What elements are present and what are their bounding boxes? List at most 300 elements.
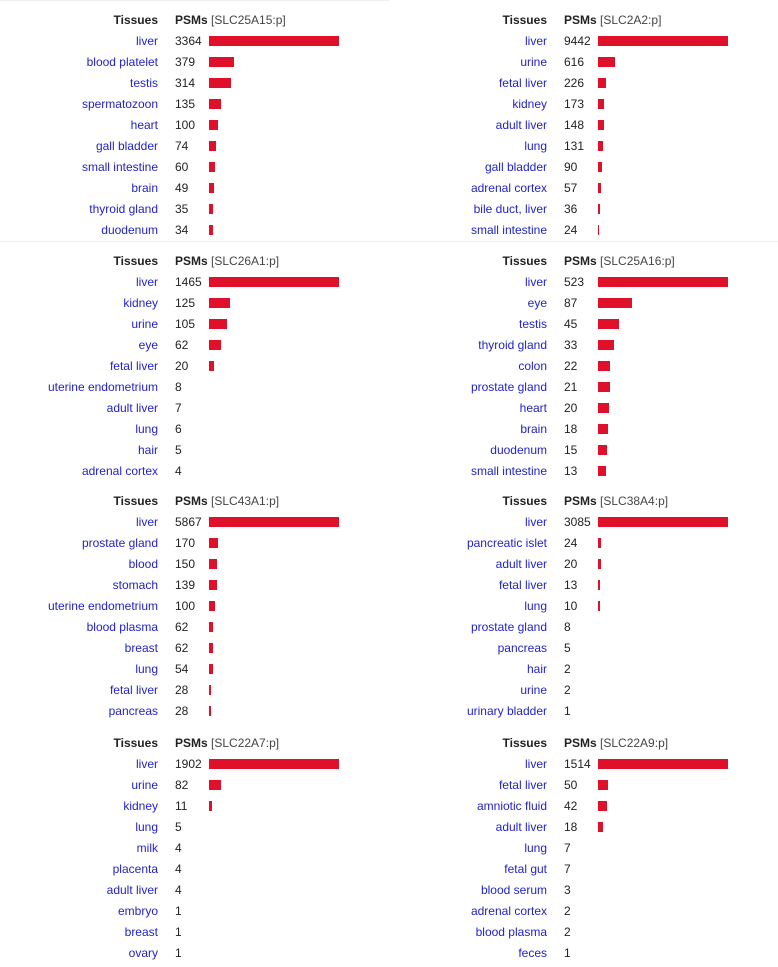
tissue-row xyxy=(0,659,389,680)
tissue-row xyxy=(389,533,778,554)
psm-count: 28 xyxy=(175,704,189,718)
gene-id: [SLC22A7:p] xyxy=(211,736,280,750)
tissue-row xyxy=(0,377,389,398)
tissue-link[interactable]: lung xyxy=(135,662,158,676)
tissue-row xyxy=(0,461,389,482)
tissue-row xyxy=(389,94,778,115)
tissue-link[interactable]: fetal gut xyxy=(504,862,547,876)
psm-count: 125 xyxy=(175,296,196,310)
tissue-link[interactable]: lung xyxy=(524,599,547,613)
psm-count: 1 xyxy=(175,946,182,960)
psm-bar xyxy=(598,466,606,476)
tissue-row xyxy=(389,680,778,701)
tissue-row xyxy=(0,419,389,440)
psm-count: 42 xyxy=(564,799,578,813)
tissue-link[interactable]: adult liver xyxy=(495,118,547,132)
psm-count: 45 xyxy=(564,317,578,331)
tissue-row xyxy=(0,701,389,722)
tissue-row xyxy=(0,922,389,943)
tissue-link[interactable]: amniotic fluid xyxy=(476,799,547,813)
psm-count: 2 xyxy=(564,904,571,918)
psm-count: 28 xyxy=(175,683,189,697)
tissue-row xyxy=(0,398,389,419)
psm-count: 379 xyxy=(175,55,196,69)
psm-bar xyxy=(209,36,339,46)
psm-count: 5 xyxy=(175,820,182,834)
psm-bar xyxy=(598,162,602,172)
tissue-link[interactable]: fetal liver xyxy=(109,359,158,373)
tissue-link[interactable]: stomach xyxy=(112,578,158,592)
tissues-header: Tissues xyxy=(502,254,547,268)
tissue-row xyxy=(0,880,389,901)
psm-bar xyxy=(598,57,615,67)
psms-label: PSMs xyxy=(175,494,208,508)
psms-label: PSMs xyxy=(564,494,597,508)
tissue-link[interactable]: fetal liver xyxy=(498,76,547,90)
tissue-link[interactable]: bile duct, liver xyxy=(473,202,547,216)
tissue-link[interactable]: small intestine xyxy=(81,160,158,174)
tissue-row xyxy=(389,859,778,880)
psm-count: 4 xyxy=(175,841,182,855)
psm-count: 49 xyxy=(175,181,189,195)
gene-id: [SLC38A4:p] xyxy=(600,494,669,508)
psm-bar xyxy=(598,78,606,88)
psm-count: 7 xyxy=(564,862,571,876)
psm-count: 314 xyxy=(175,76,196,90)
psm-bar xyxy=(209,706,211,716)
tissue-row xyxy=(389,554,778,575)
tissue-link[interactable]: adult liver xyxy=(106,883,158,897)
tissues-header: Tissues xyxy=(113,254,158,268)
tissue-link[interactable]: duodenum xyxy=(101,223,158,237)
tissue-link[interactable]: blood platelet xyxy=(86,55,158,69)
psm-bar xyxy=(598,801,607,811)
tissue-link[interactable]: blood xyxy=(128,557,158,571)
tissue-link[interactable]: pancreatic islet xyxy=(466,536,547,550)
psm-count: 1 xyxy=(175,925,182,939)
gene-id: [SLC26A1:p] xyxy=(211,254,280,268)
psms-label: PSMs xyxy=(564,13,597,27)
tissue-link[interactable]: adult liver xyxy=(495,557,547,571)
psm-count: 20 xyxy=(564,557,578,571)
psm-count: 2 xyxy=(564,925,571,939)
tissue-row xyxy=(0,512,389,533)
psm-count: 2 xyxy=(564,683,571,697)
psm-bar xyxy=(598,580,600,590)
tissue-link[interactable]: adrenal cortex xyxy=(470,181,547,195)
tissue-row xyxy=(0,943,389,964)
tissue-row xyxy=(389,754,778,775)
tissue-link[interactable]: adult liver xyxy=(495,820,547,834)
psm-count: 7 xyxy=(564,841,571,855)
tissue-link[interactable]: brain xyxy=(131,181,158,195)
tissue-link[interactable]: eye xyxy=(138,338,158,352)
tissue-row xyxy=(0,220,389,241)
tissue-row xyxy=(389,817,778,838)
tissue-link[interactable]: urine xyxy=(131,778,158,792)
psm-bar xyxy=(598,517,728,527)
tissue-link[interactable]: placenta xyxy=(112,862,158,876)
psm-count: 100 xyxy=(175,599,196,613)
psm-count: 105 xyxy=(175,317,196,331)
psms-header xyxy=(564,733,668,754)
psm-bar xyxy=(598,538,601,548)
tissue-row xyxy=(389,575,778,596)
tissue-link[interactable]: liver xyxy=(135,34,158,48)
psm-count: 35 xyxy=(175,202,189,216)
psm-count: 3085 xyxy=(564,515,591,529)
tissue-row xyxy=(0,796,389,817)
psms-label: PSMs xyxy=(175,254,208,268)
psm-count: 3364 xyxy=(175,34,202,48)
psm-count: 5 xyxy=(564,641,571,655)
tissue-link[interactable]: pancreas xyxy=(108,704,158,718)
psm-bar xyxy=(209,204,213,214)
tissue-link[interactable]: liver xyxy=(524,757,547,771)
tissue-link[interactable]: fetal liver xyxy=(498,578,547,592)
psm-panel xyxy=(0,733,389,964)
psm-bar xyxy=(598,183,601,193)
tissues-header: Tissues xyxy=(502,736,547,750)
psm-bar xyxy=(209,141,216,151)
tissue-link[interactable]: kidney xyxy=(123,799,158,813)
tissue-row xyxy=(0,136,389,157)
tissue-link[interactable]: prostate gland xyxy=(470,620,547,634)
psm-bar xyxy=(598,361,610,371)
tissue-row xyxy=(0,73,389,94)
psm-count: 90 xyxy=(564,160,578,174)
psms-label: PSMs xyxy=(564,736,597,750)
tissue-link[interactable]: blood serum xyxy=(480,883,547,897)
psm-count: 616 xyxy=(564,55,585,69)
tissue-link[interactable]: prostate gland xyxy=(81,536,158,550)
psm-bar xyxy=(209,664,213,674)
psms-header xyxy=(175,733,279,754)
psm-bar xyxy=(209,601,215,611)
psm-bar xyxy=(598,120,604,130)
tissue-link[interactable]: kidney xyxy=(123,296,158,310)
tissue-row xyxy=(389,31,778,52)
tissue-link[interactable]: thyroid gland xyxy=(478,338,547,352)
psm-count: 4 xyxy=(175,862,182,876)
psm-panel xyxy=(0,491,389,722)
psm-bar xyxy=(209,277,339,287)
tissue-link[interactable]: spermatozoon xyxy=(81,97,158,111)
psm-bar xyxy=(209,538,218,548)
psm-count: 1902 xyxy=(175,757,202,771)
tissue-link[interactable]: small intestine xyxy=(470,464,547,478)
tissue-row xyxy=(389,115,778,136)
tissue-link[interactable]: breast xyxy=(124,925,158,939)
psm-bar xyxy=(598,559,601,569)
psm-panel xyxy=(0,251,389,482)
psm-bar xyxy=(598,403,609,413)
psm-count: 1 xyxy=(564,704,571,718)
psm-bar xyxy=(598,424,608,434)
tissue-row xyxy=(0,31,389,52)
psm-bar xyxy=(598,36,728,46)
psm-bar xyxy=(209,580,217,590)
psm-bar xyxy=(598,340,614,350)
psm-bar xyxy=(598,601,600,611)
tissue-link[interactable]: testis xyxy=(518,317,547,331)
psm-count: 2 xyxy=(564,662,571,676)
tissue-link[interactable]: adult liver xyxy=(106,401,158,415)
gene-id: [SLC22A9:p] xyxy=(600,736,669,750)
tissue-row xyxy=(389,775,778,796)
psm-count: 62 xyxy=(175,641,189,655)
tissue-row xyxy=(0,817,389,838)
tissue-link[interactable]: thyroid gland xyxy=(89,202,158,216)
tissue-row xyxy=(0,52,389,73)
tissue-link[interactable]: urine xyxy=(131,317,158,331)
tissue-row xyxy=(389,922,778,943)
psm-bar xyxy=(209,319,227,329)
psm-count: 1 xyxy=(175,904,182,918)
psm-count: 170 xyxy=(175,536,196,550)
tissue-row xyxy=(0,440,389,461)
tissue-row xyxy=(0,775,389,796)
tissue-link[interactable]: duodenum xyxy=(490,443,547,457)
psms-label: PSMs xyxy=(564,254,597,268)
tissue-link[interactable]: uterine endometrium xyxy=(47,380,158,394)
psm-count: 11 xyxy=(175,799,188,813)
psm-count: 173 xyxy=(564,97,585,111)
tissues-header: Tissues xyxy=(113,736,158,750)
tissue-link[interactable]: uterine endometrium xyxy=(47,599,158,613)
tissue-link[interactable]: testis xyxy=(129,76,158,90)
tissue-row xyxy=(389,440,778,461)
psm-count: 135 xyxy=(175,97,196,111)
psms-label: PSMs xyxy=(175,13,208,27)
psm-bar xyxy=(209,759,339,769)
tissue-row xyxy=(389,52,778,73)
tissue-row xyxy=(0,638,389,659)
tissue-row xyxy=(0,199,389,220)
psm-count: 20 xyxy=(175,359,189,373)
psm-bar xyxy=(209,298,230,308)
psm-count: 50 xyxy=(564,778,578,792)
tissue-row xyxy=(389,838,778,859)
tissue-row xyxy=(389,178,778,199)
tissue-link[interactable]: lung xyxy=(524,139,547,153)
tissue-link[interactable]: urine xyxy=(520,683,547,697)
psm-bar xyxy=(598,759,728,769)
psms-header xyxy=(175,251,279,272)
psm-panel xyxy=(389,491,778,722)
tissue-link[interactable]: small intestine xyxy=(470,223,547,237)
tissue-row xyxy=(389,901,778,922)
separator-top xyxy=(0,0,389,1)
tissue-link[interactable]: liver xyxy=(524,275,547,289)
tissue-link[interactable]: eye xyxy=(527,296,547,310)
psm-panel xyxy=(389,251,778,482)
tissue-link[interactable]: feces xyxy=(518,946,547,960)
gene-id: [SLC43A1:p] xyxy=(211,494,280,508)
psm-count: 4 xyxy=(175,883,182,897)
tissue-link[interactable]: liver xyxy=(135,275,158,289)
tissue-link[interactable]: fetal liver xyxy=(498,778,547,792)
tissue-row xyxy=(0,272,389,293)
tissue-row xyxy=(0,356,389,377)
tissue-row xyxy=(0,533,389,554)
tissue-row xyxy=(0,94,389,115)
psms-label: PSMs xyxy=(175,736,208,750)
psm-bar xyxy=(209,340,221,350)
psm-count: 1514 xyxy=(564,757,591,771)
psm-count: 33 xyxy=(564,338,578,352)
psm-bar xyxy=(598,445,607,455)
tissue-row xyxy=(389,880,778,901)
tissue-row xyxy=(0,859,389,880)
psm-count: 62 xyxy=(175,620,189,634)
tissue-row xyxy=(0,554,389,575)
psm-bar xyxy=(209,517,339,527)
tissue-link[interactable]: ovary xyxy=(128,946,158,960)
tissue-link[interactable]: embryo xyxy=(117,904,158,918)
tissue-link[interactable]: liver xyxy=(135,515,158,529)
tissue-row xyxy=(389,199,778,220)
tissue-row xyxy=(0,157,389,178)
psm-count: 54 xyxy=(175,662,189,676)
psm-count: 7 xyxy=(175,401,182,415)
tissues-header: Tissues xyxy=(113,13,158,27)
psm-panel xyxy=(0,10,389,241)
tissue-link[interactable]: lung xyxy=(524,841,547,855)
psm-bar xyxy=(598,277,728,287)
psm-bar xyxy=(209,559,217,569)
psm-bar xyxy=(209,643,213,653)
psm-bar xyxy=(209,225,213,235)
tissue-link[interactable]: blood plasma xyxy=(86,620,158,634)
tissue-row xyxy=(389,73,778,94)
psm-bar xyxy=(209,685,211,695)
psm-count: 24 xyxy=(564,536,578,550)
tissue-row xyxy=(389,293,778,314)
psms-header xyxy=(175,491,279,512)
psm-count: 60 xyxy=(175,160,189,174)
gene-id: [SLC2A2:p] xyxy=(600,13,662,27)
psm-count: 4 xyxy=(175,464,182,478)
psm-bar xyxy=(209,57,234,67)
tissue-link[interactable]: heart xyxy=(130,118,158,132)
psm-count: 22 xyxy=(564,359,578,373)
tissue-link[interactable]: adrenal cortex xyxy=(470,904,547,918)
tissue-link[interactable]: liver xyxy=(135,757,158,771)
psm-count: 1465 xyxy=(175,275,202,289)
tissue-link[interactable]: fetal liver xyxy=(109,683,158,697)
psm-count: 148 xyxy=(564,118,585,132)
tissue-link[interactable]: colon xyxy=(518,359,547,373)
tissue-link[interactable]: gall bladder xyxy=(95,139,158,153)
psm-count: 13 xyxy=(564,464,578,478)
psm-bar xyxy=(598,822,603,832)
psm-bar xyxy=(598,298,632,308)
tissue-link[interactable]: liver xyxy=(524,515,547,529)
psms-header xyxy=(175,10,286,31)
psm-bar xyxy=(209,183,214,193)
tissue-row xyxy=(389,596,778,617)
tissue-row xyxy=(0,901,389,922)
psm-bar xyxy=(598,780,608,790)
psm-bar xyxy=(598,319,619,329)
tissue-link[interactable]: lung xyxy=(135,422,158,436)
psm-count: 150 xyxy=(175,557,196,571)
psm-count: 18 xyxy=(564,422,578,436)
tissue-row xyxy=(389,314,778,335)
tissue-row xyxy=(389,638,778,659)
tissue-row xyxy=(0,680,389,701)
psm-count: 74 xyxy=(175,139,189,153)
tissues-header: Tissues xyxy=(502,13,547,27)
tissue-row xyxy=(0,617,389,638)
psm-count: 226 xyxy=(564,76,585,90)
tissue-row xyxy=(389,659,778,680)
tissue-link[interactable]: urinary bladder xyxy=(466,704,547,718)
tissue-row xyxy=(389,356,778,377)
tissue-row xyxy=(389,272,778,293)
tissue-row xyxy=(389,701,778,722)
tissue-row xyxy=(0,596,389,617)
psm-bar xyxy=(209,361,214,371)
psms-header xyxy=(564,491,668,512)
psm-count: 21 xyxy=(564,380,578,394)
tissue-link[interactable]: milk xyxy=(136,841,158,855)
tissue-row xyxy=(389,157,778,178)
tissue-link[interactable]: liver xyxy=(524,34,547,48)
tissue-link[interactable]: heart xyxy=(519,401,547,415)
tissue-link[interactable]: blood plasma xyxy=(475,925,547,939)
tissue-row xyxy=(0,575,389,596)
tissue-link[interactable]: lung xyxy=(135,820,158,834)
tissues-header: Tissues xyxy=(502,494,547,508)
psm-count: 20 xyxy=(564,401,578,415)
tissue-link[interactable]: gall bladder xyxy=(484,160,547,174)
tissue-row xyxy=(389,512,778,533)
tissue-link[interactable]: pancreas xyxy=(497,641,547,655)
tissue-row xyxy=(0,293,389,314)
psm-count: 9442 xyxy=(564,34,591,48)
psm-bar xyxy=(598,204,600,214)
psm-bar xyxy=(209,120,218,130)
tissue-row xyxy=(0,335,389,356)
psm-count: 15 xyxy=(564,443,578,457)
tissue-link[interactable]: prostate gland xyxy=(470,380,547,394)
tissue-row xyxy=(389,617,778,638)
tissue-row xyxy=(389,943,778,964)
psm-count: 131 xyxy=(564,139,585,153)
psm-count: 3 xyxy=(564,883,571,897)
psm-count: 87 xyxy=(564,296,578,310)
psms-header xyxy=(564,251,675,272)
psm-bar xyxy=(209,162,215,172)
psm-count: 6 xyxy=(175,422,182,436)
psm-count: 34 xyxy=(175,223,189,237)
psm-count: 8 xyxy=(564,620,571,634)
tissue-link[interactable]: kidney xyxy=(512,97,547,111)
tissue-link[interactable]: hair xyxy=(526,662,547,676)
psm-bar xyxy=(598,225,599,235)
tissue-link[interactable]: urine xyxy=(520,55,547,69)
psm-panel xyxy=(389,733,778,964)
tissue-link[interactable]: hair xyxy=(137,443,158,457)
tissue-link[interactable]: brain xyxy=(520,422,547,436)
tissue-link[interactable]: adrenal cortex xyxy=(81,464,158,478)
psm-bar xyxy=(598,99,604,109)
psm-count: 82 xyxy=(175,778,189,792)
psm-bar xyxy=(598,141,603,151)
tissue-link[interactable]: breast xyxy=(124,641,158,655)
